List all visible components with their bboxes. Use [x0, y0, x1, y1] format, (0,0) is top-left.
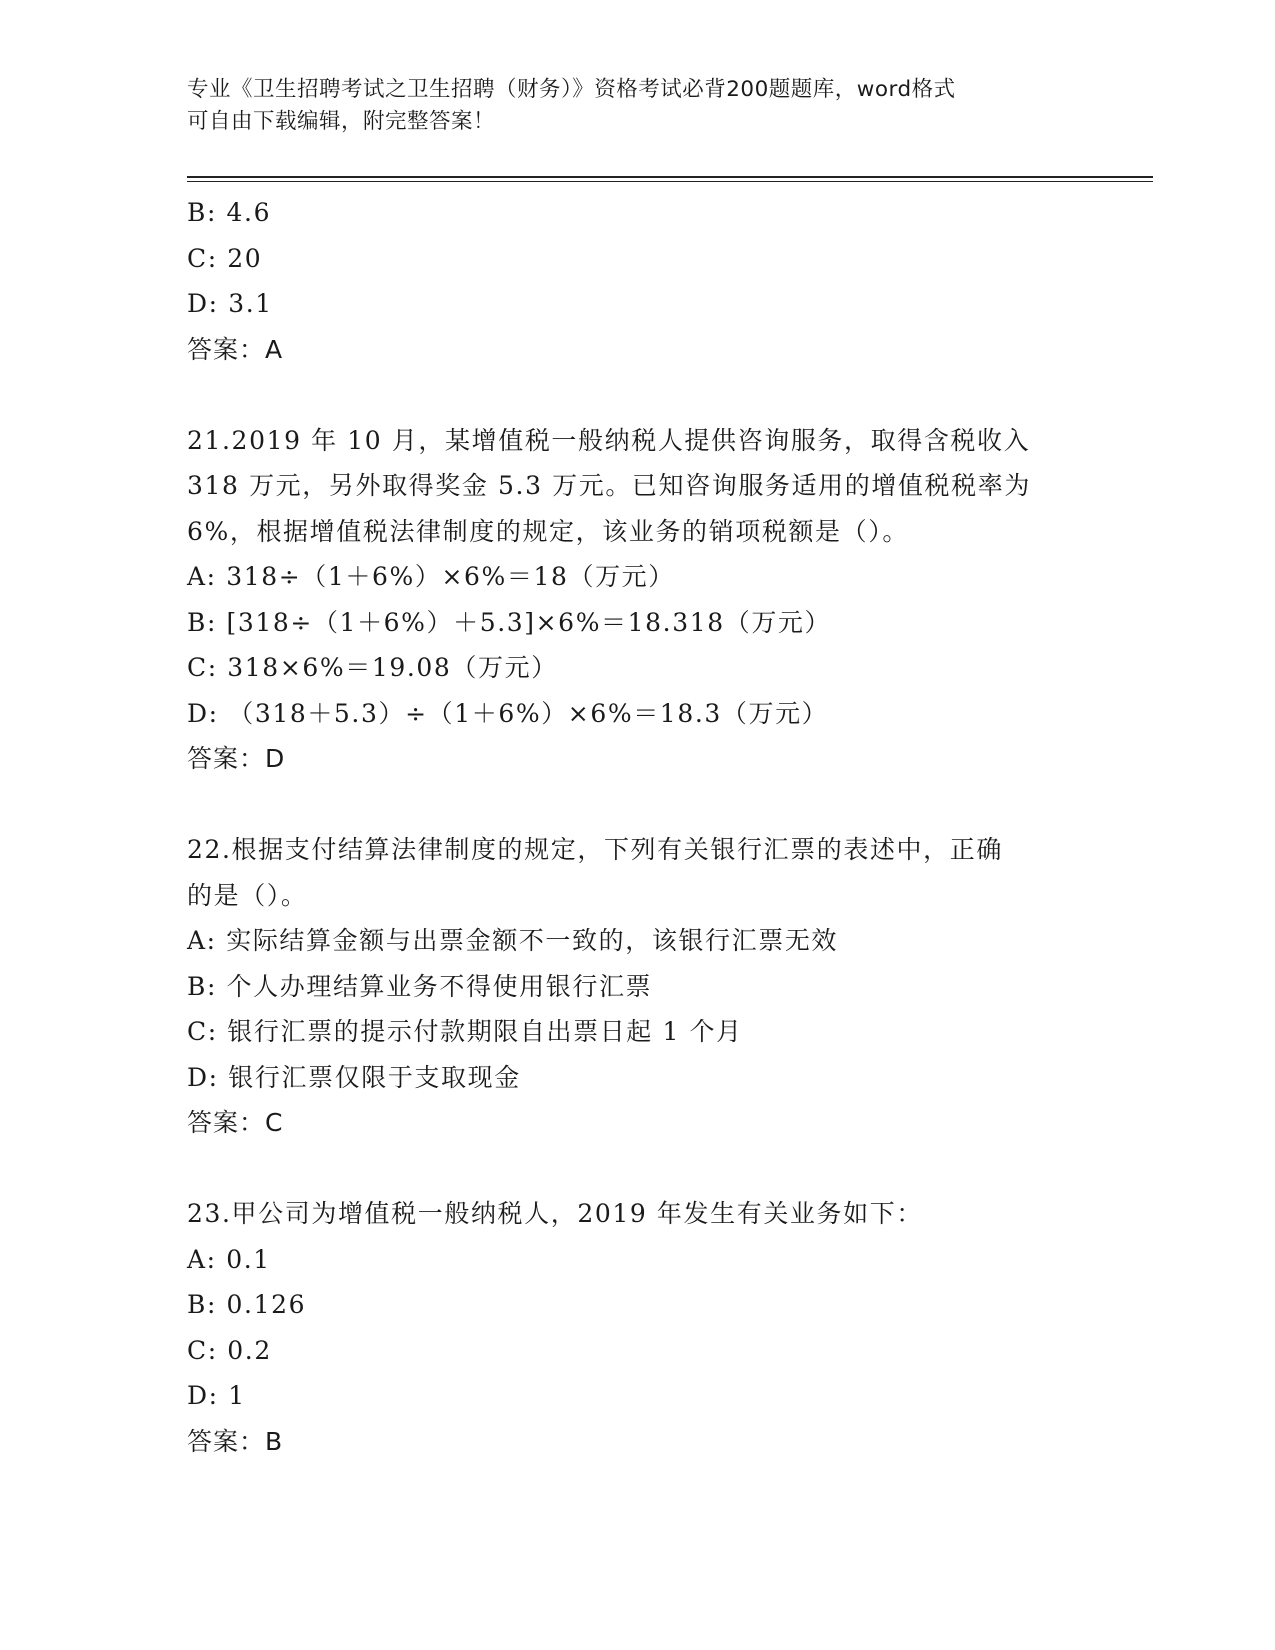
- option-c: C: 318×6%＝19.08（万元）: [187, 653, 558, 682]
- question-block-20: [187, 190, 1087, 372]
- answer-line: 答案：B: [187, 1426, 284, 1456]
- question-text-line: 的是（）。: [187, 880, 308, 910]
- option-d: D: （318＋5.3）÷（1＋6%）×6%＝18.3（万元）: [187, 698, 829, 728]
- question-text-line: 6%，根据增值税法律制度的规定，该业务的销项税额是（）。: [187, 516, 909, 546]
- question-block-23: [187, 1191, 1087, 1464]
- question-text-line: 21.2019 年 10 月，某增值税一般纳税人提供咨询服务，取得含税收入: [187, 425, 1031, 455]
- header-line-1: 专业《卫生招聘考试之卫生招聘（财务）》资格考试必背200题题库，word格式: [187, 77, 956, 102]
- document-body: [187, 190, 1087, 1464]
- option-c: C: 20: [187, 243, 263, 273]
- option-a: A: 318÷（1＋6%）×6%＝18（万元）: [187, 562, 675, 591]
- question-block-21: [187, 418, 1087, 782]
- option-d: D: 银行汇票仅限于支取现金: [187, 1062, 521, 1092]
- question-block-22: [187, 827, 1087, 1146]
- option-d: D: 3.1: [187, 289, 273, 318]
- option-b: B: 4.6: [187, 198, 272, 227]
- answer-line: 答案：D: [187, 744, 286, 773]
- spacer: [187, 1146, 1087, 1192]
- option-a: A: 实际结算金额与出票金额不一致的，该银行汇票无效: [187, 926, 839, 955]
- spacer: [187, 372, 1087, 418]
- header-rule-thin: [187, 181, 1153, 182]
- option-a: A: 0.1: [187, 1244, 271, 1274]
- question-text-line: 23.甲公司为增值税一般纳税人，2019 年发生有关业务如下：: [187, 1199, 923, 1228]
- option-b: B: [318÷（1＋6%）＋5.3]×6%＝18.318（万元）: [187, 607, 832, 637]
- header-rule-thick: [187, 176, 1153, 178]
- answer-line: 答案：C: [187, 1108, 284, 1137]
- spacer: [187, 782, 1087, 828]
- question-text-line: 318 万元，另外取得奖金 5.3 万元。已知咨询服务适用的增值税税率为: [187, 471, 1031, 500]
- document-header: [187, 74, 1087, 138]
- option-c: C: 0.2: [187, 1335, 272, 1365]
- header-line-2: 可自由下载编辑，附完整答案！: [187, 109, 496, 134]
- option-d: D: 1: [187, 1381, 246, 1410]
- option-b: B: 个人办理结算业务不得使用银行汇票: [187, 971, 653, 1001]
- option-b: B: 0.126: [187, 1290, 307, 1319]
- question-text-line: 22.根据支付结算法律制度的规定，下列有关银行汇票的表述中，正确: [187, 835, 1003, 864]
- answer-line: 答案：A: [187, 334, 284, 364]
- option-c: C: 银行汇票的提示付款期限自出票日起 1 个月: [187, 1017, 743, 1046]
